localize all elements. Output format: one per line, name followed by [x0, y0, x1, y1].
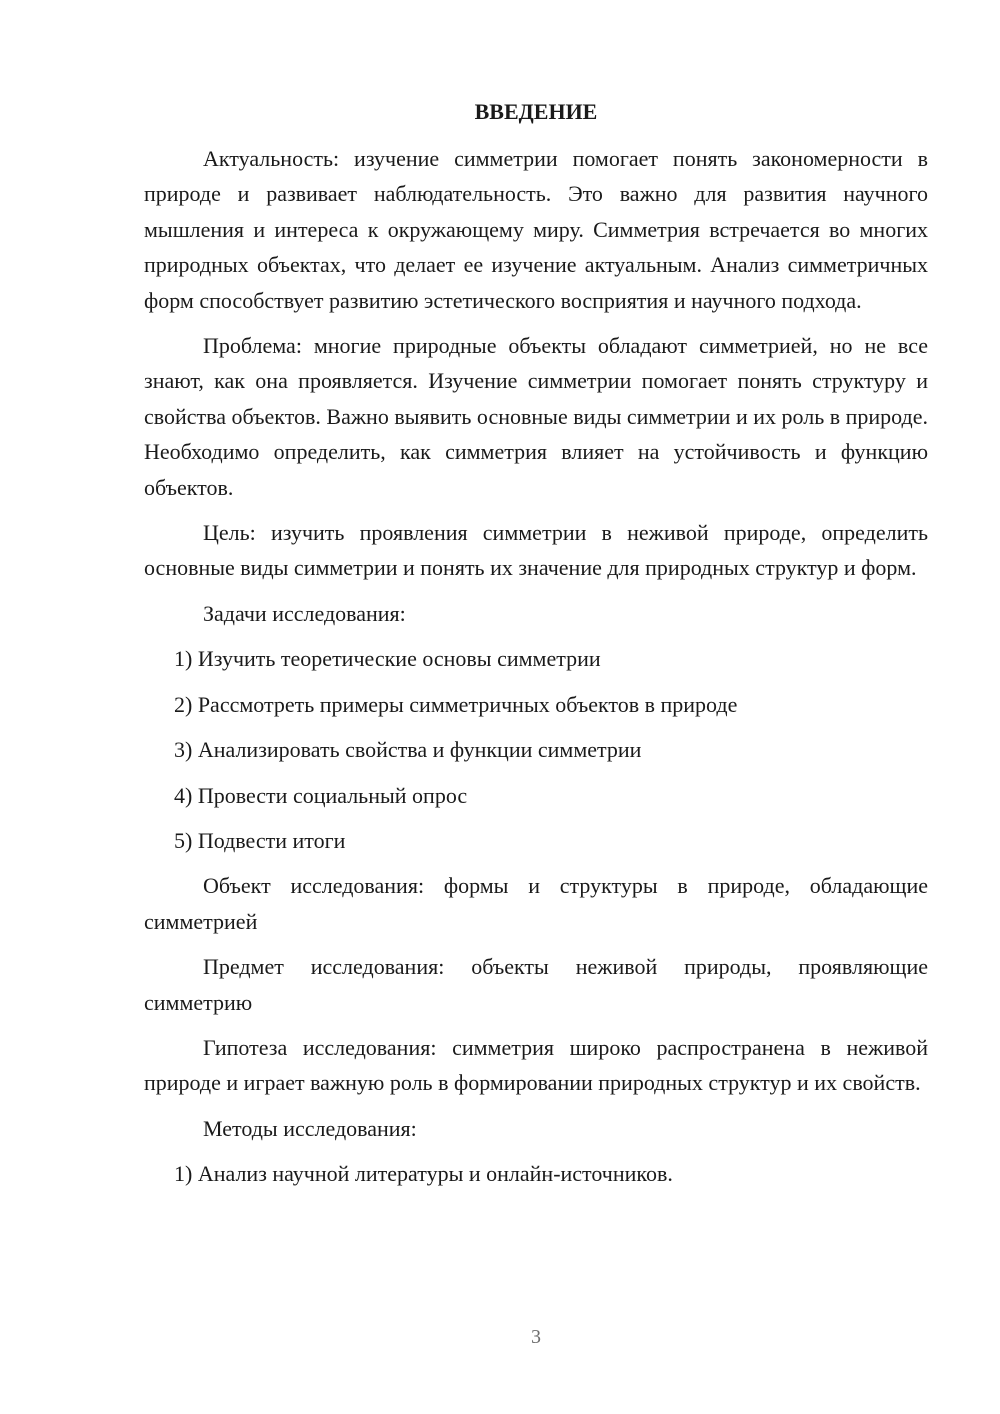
- paragraph-goal: Цель: изучить проявления симметрии в неживой природе, определить основные виды симметрии и понять их значение для природных структур и форм.: [144, 520, 928, 581]
- paragraph-actuality: Актуальность: изучение симметрии помогает понять закономерности в природе и развивает наблюдательность. Это важно для развития научного мышления и интереса к окружающему миру. Симметрия встречается во многих природных объектах, что делает ее изучение актуальным. Анализ симметричных форм способствует развитию эстетического восприятия и научного подхода.: [144, 146, 928, 313]
- tasks-list: [144, 641, 928, 858]
- list-item-task-3: 3) Анализировать свойства и функции симметрии: [174, 737, 642, 763]
- methods-heading: Методы исследования:: [203, 1115, 417, 1141]
- paragraph-object: Объект исследования: формы и структуры в природе, обладающие симметрией: [144, 873, 928, 934]
- list-item-task-4: 4) Провести социальный опрос: [174, 782, 468, 808]
- list-item-task-2: 2) Рассмотреть примеры симметричных объектов в природе: [174, 691, 738, 717]
- section-title: ВВЕДЕНИЕ: [474, 99, 598, 124]
- list-item-method-1: 1) Анализ научной литературы и онлайн-источников.: [174, 1161, 673, 1187]
- list-item-task-1: 1) Изучить теоретические основы симметрии: [174, 646, 601, 672]
- page-number: 3: [531, 1326, 541, 1348]
- methods-list: [144, 1156, 928, 1191]
- list-item-task-5: 5) Подвести итоги: [174, 827, 346, 853]
- tasks-heading: Задачи исследования:: [203, 600, 406, 626]
- paragraph-hypothesis: Гипотеза исследования: симметрия широко распространена в неживой природе и играет важную роль в формировании природных структур и их свойств.: [144, 1034, 928, 1096]
- paragraph-problem: Проблема: многие природные объекты обладают симметрией, но не все знают, как она проявляется. Изучение симметрии помогает понять структуру и свойства объектов. Важно выявить основные виды симметрии и их роль в природе. Необходимо определить, как симметрия влияет на устойчивость и функцию объектов.: [144, 333, 928, 500]
- paragraph-subject: Предмет исследования: объекты неживой природы, проявляющие симметрию: [144, 954, 928, 1015]
- document-page: [144, 94, 928, 1202]
